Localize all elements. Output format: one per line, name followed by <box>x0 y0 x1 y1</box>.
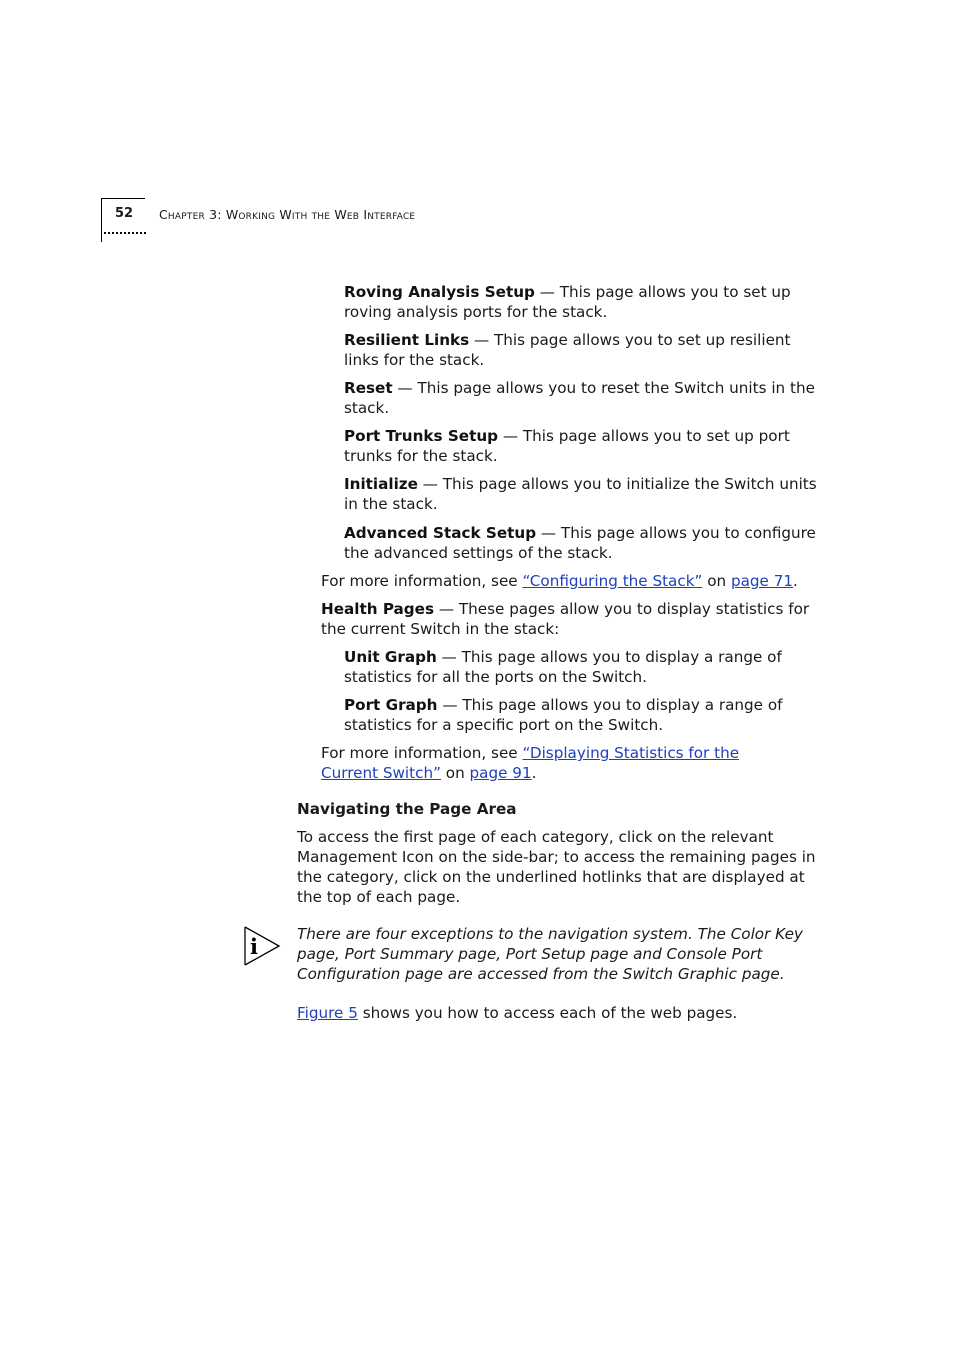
figure-reference-text: shows you how to access each of the web pages. <box>357 1004 738 1022</box>
item-term: Initialize <box>344 475 418 493</box>
item-text: — This page allows you to configure the advanced settings of the stack. <box>344 524 816 562</box>
list-item <box>344 647 824 687</box>
item-term: Health Pages <box>321 600 435 618</box>
note-text: There are four exceptions to the navigation system. The Color Key page, Port Summary page, Port Setup page and Console Port Configuration page are accessed from the Switch Graphic page. <box>297 925 803 983</box>
page-number: 52 <box>115 206 134 221</box>
more-info-suffix: . <box>531 764 537 782</box>
list-item <box>344 282 824 322</box>
figure-5-link[interactable]: Figure 5 <box>297 1004 358 1022</box>
list-item <box>344 474 824 514</box>
section-body: To access the first page of each category, click on the relevant Management Icon on the side-bar; to access the remaining pages in the category, click on the underlined hotlinks that are displayed at the top of each page. <box>297 828 816 906</box>
item-text: — This page allows you to initialize the Switch units in the stack. <box>344 475 817 513</box>
more-info-middle: on <box>702 572 731 590</box>
item-term: Reset <box>344 379 393 397</box>
more-info-stack <box>321 571 824 591</box>
health-pages-item <box>321 599 824 639</box>
item-text: — This page allows you to display a range of statistics for a specific port on the Switch. <box>344 696 783 734</box>
more-info-prefix: For more information, see <box>321 572 523 590</box>
list-item <box>344 523 824 563</box>
item-term: Roving Analysis Setup <box>344 283 535 301</box>
header-rule-horizontal <box>101 198 145 199</box>
item-text: — This page allows you to set up roving analysis ports for the stack. <box>344 283 791 321</box>
more-info-statistics <box>321 743 791 783</box>
chapter-title: Chapter 3: Working With the Web Interface <box>159 207 416 222</box>
configuring-stack-link[interactable]: “Configuring the Stack” <box>522 572 703 590</box>
list-item <box>344 695 824 735</box>
item-text: — This page allows you to set up port trunks for the stack. <box>344 427 790 465</box>
more-info-suffix: . <box>793 572 798 590</box>
list-item <box>344 330 824 370</box>
more-info-middle: on <box>440 764 470 782</box>
section-heading: Navigating the Page Area <box>297 800 517 818</box>
list-item <box>344 378 824 418</box>
figure-reference <box>297 1003 824 1023</box>
item-term: Advanced Stack Setup <box>344 524 537 542</box>
item-text: — This page allows you to display a range of statistics for all the ports on the Switch. <box>344 648 782 686</box>
displaying-statistics-link[interactable]: “Displaying Statistics for the Current Switch” <box>321 744 740 782</box>
header-dotted-rule <box>104 232 146 235</box>
svg-text:i: i <box>250 934 258 959</box>
item-text: — These pages allow you to display statistics for the current Switch in the stack: <box>321 600 810 638</box>
item-text: — This page allows you to set up resilient links for the stack. <box>344 331 791 369</box>
more-info-prefix: For more information, see <box>321 744 523 762</box>
info-icon <box>243 925 281 967</box>
item-term: Port Trunks Setup <box>344 427 499 445</box>
list-item <box>344 426 824 466</box>
item-text: — This page allows you to reset the Switch units in the stack. <box>344 379 815 417</box>
page-71-link[interactable]: page 71 <box>730 572 794 590</box>
item-term: Port Graph <box>344 696 438 714</box>
page-91-link[interactable]: page 91 <box>469 764 532 782</box>
header-rule-vertical <box>101 198 102 242</box>
item-term: Resilient Links <box>344 331 470 349</box>
item-term: Unit Graph <box>344 648 437 666</box>
